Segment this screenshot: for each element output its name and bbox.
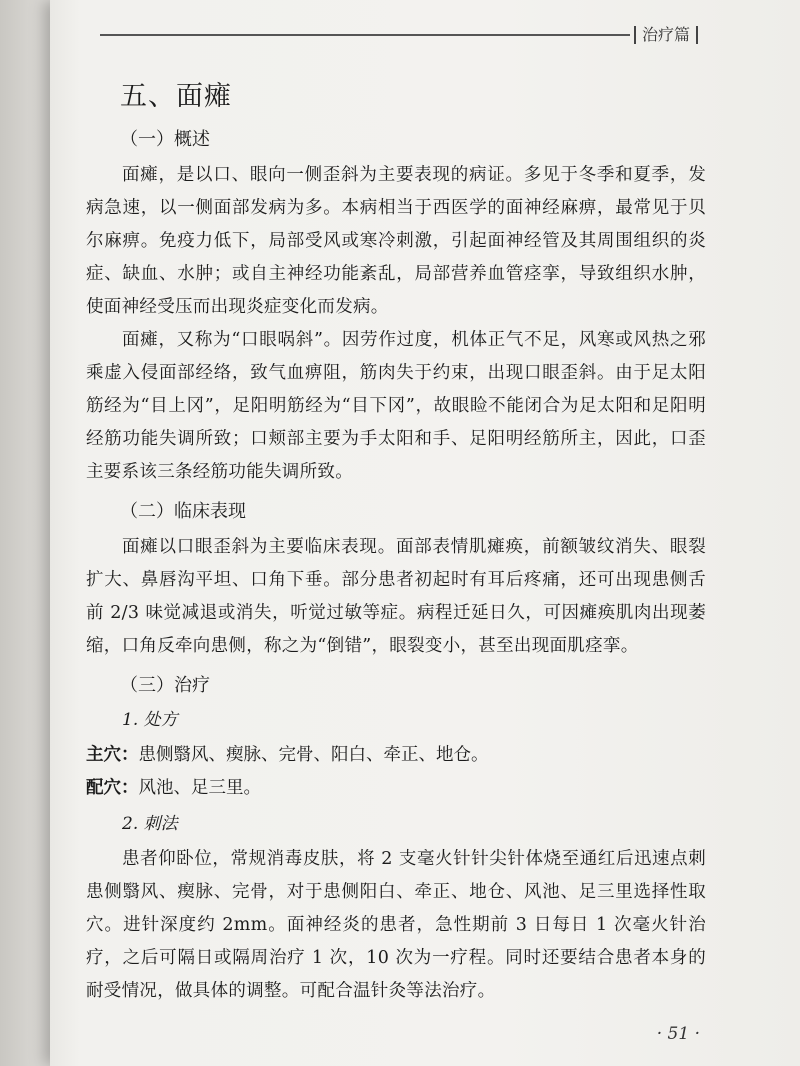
subheading-prescription: 1. 处方 xyxy=(122,710,178,730)
clinical-paragraph: 面瘫以口眼歪斜为主要临床表现。面部表情肌瘫痪，前额皱纹消失、眼裂扩大、鼻唇沟平坦、口角下垂。部分患者初起时有耳后疼痛，还可出现患侧舌前 2/3 味觉减退或消失，听觉过敏等症。病程迁延日久，可因瘫痪肌肉出现萎缩，口角反牵向患侧，称之为“倒错”，眼裂变小，甚至出现面肌痉挛。 xyxy=(86,537,706,656)
aux-points-line xyxy=(86,772,706,805)
main-points-text: 患侧翳风、瘈脉、完骨、阳白、牵正、地仓。 xyxy=(138,745,489,765)
heading-clinical: （二）临床表现 xyxy=(120,501,246,522)
page-number: · 51 · xyxy=(656,1024,700,1044)
heading-treatment: （三）治疗 xyxy=(120,675,210,696)
running-head: 治疗篇 xyxy=(634,26,698,44)
page-content xyxy=(86,62,706,1008)
adjacent-page-edge xyxy=(0,0,50,1066)
page-header xyxy=(50,26,750,44)
section-title: 五、面瘫 xyxy=(120,81,232,112)
aux-points-text: 风池、足三里。 xyxy=(138,778,261,798)
heading-overview: （一）概述 xyxy=(120,129,210,150)
subheading-technique: 2. 刺法 xyxy=(122,814,178,834)
main-points-label: 主穴： xyxy=(86,745,139,765)
overview-paragraph-1: 面瘫，是以口、眼向一侧歪斜为主要表现的病证。多见于冬季和夏季，发病急速，以一侧面部发病为多。本病相当于西医学的面神经麻痹，最常见于贝尔麻痹。免疫力低下，局部受风或寒冷刺激，引起面神经管及其周围组织的炎症、缺血、水肿；或自主神经功能紊乱，局部营养血管痉挛，导致组织水肿，使面神经受压而出现炎症变化而发病。 xyxy=(86,165,706,317)
aux-points-label: 配穴： xyxy=(86,778,139,798)
main-points-line xyxy=(86,739,706,772)
overview-paragraph-2: 面瘫，又称为“口眼㖞斜”。因劳作过度，机体正气不足，风寒或风热之邪乘虚入侵面部经络，致气血痹阻，筋肉失于约束，出现口眼歪斜。由于足太阳筋经为“目上冈”，足阳明筋经为“目下冈”，故眼睑不能闭合为足太阳和足阳明经筋功能失调所致；口颊部主要为手太阳和手、足阳明经筋所主，因此，口歪主要系该三条经筋功能失调所致。 xyxy=(86,330,706,482)
technique-paragraph: 患者仰卧位，常规消毒皮肤，将 2 支毫火针针尖针体烧至通红后迅速点刺患侧翳风、瘈脉、完骨，对于患侧阳白、牵正、地仓、风池、足三里选择性取穴。进针深度约 2mm。面神经炎的患者，急性期前 3 日每日 1 次毫火针治疗，之后可隔日或隔周治疗 1 次，10 次为一疗程。同时还要结合患者本身的耐受情况，做具体的调整。可配合温针灸等法治疗。 xyxy=(86,849,706,1001)
